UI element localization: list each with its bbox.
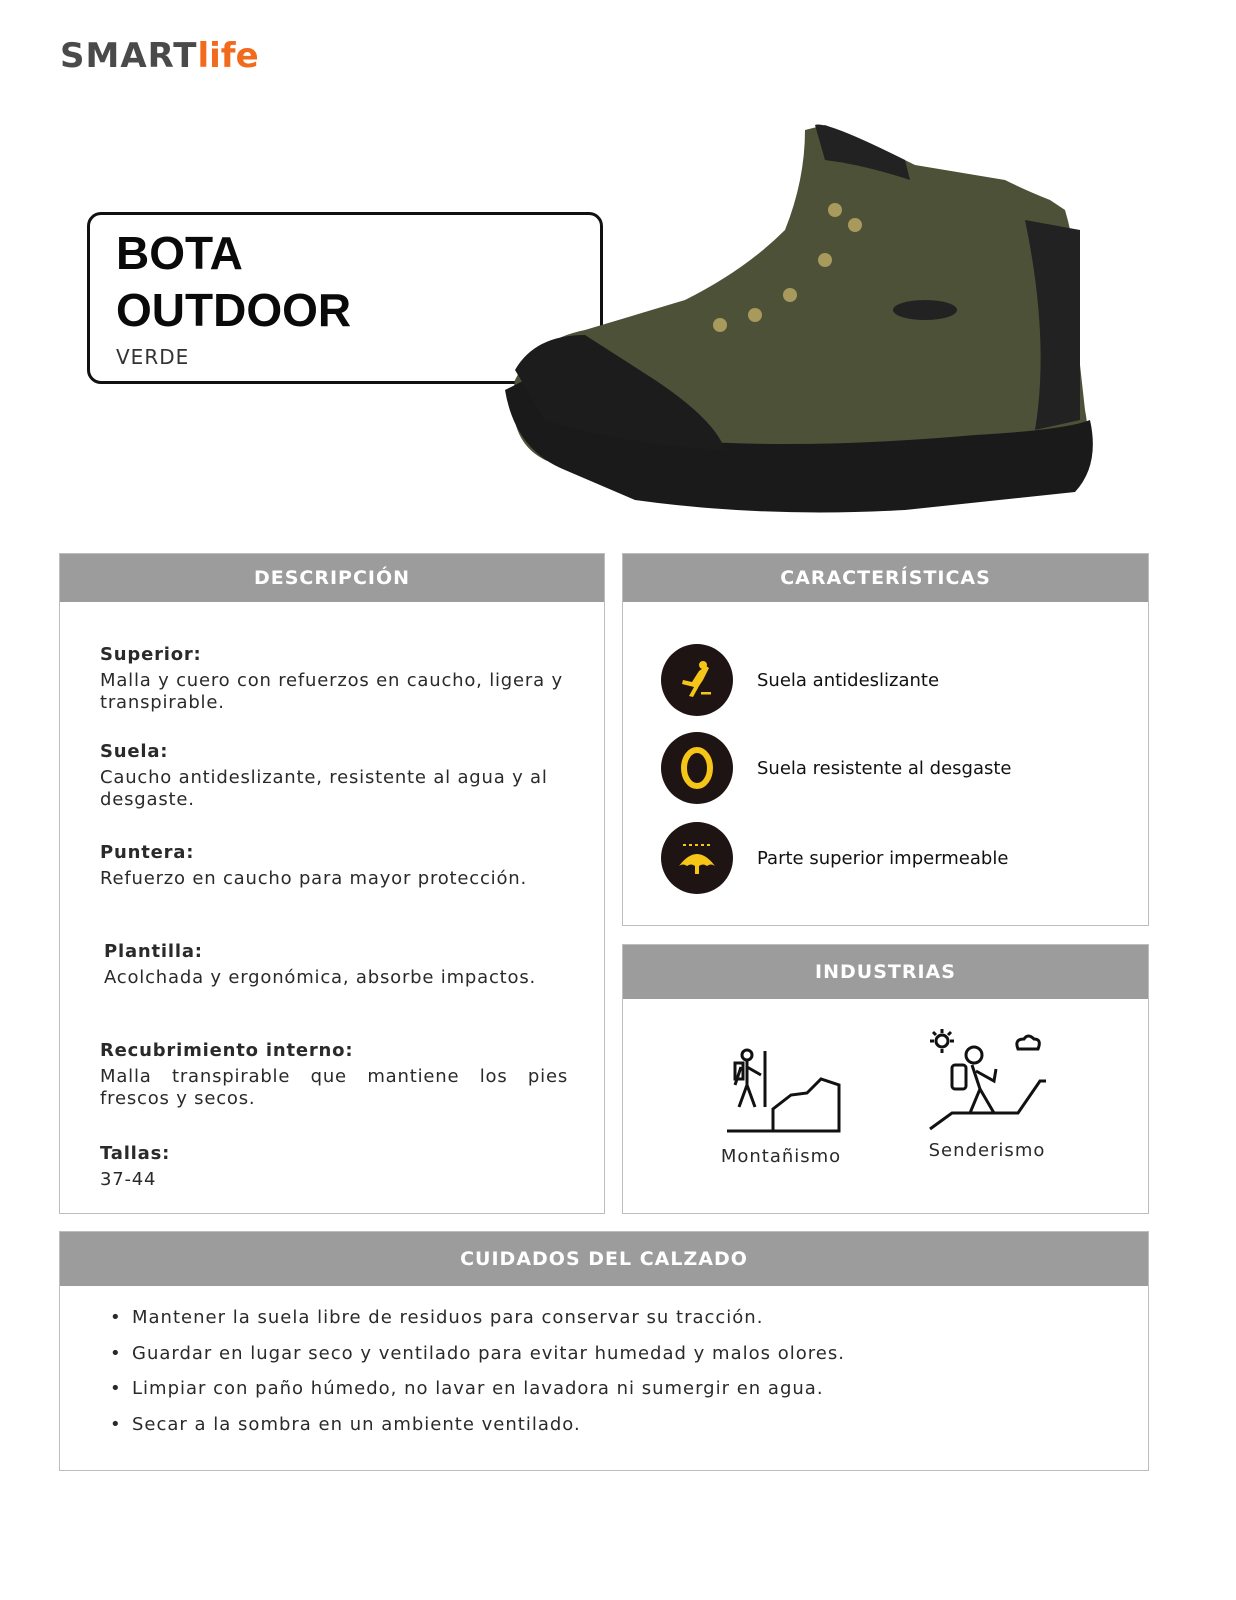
feature-item: Suela resistente al desgaste [661, 732, 1012, 804]
feature-item: Suela antideslizante [661, 644, 939, 716]
boot-image [505, 120, 1105, 515]
mountaineering-icon [721, 1045, 841, 1135]
industries-panel [622, 944, 1149, 1214]
features-panel [622, 553, 1149, 926]
description-item: Tallas: 37-44 [100, 1143, 171, 1190]
care-header: CUIDADOS DEL CALZADO [60, 1232, 1148, 1286]
features-header: CARACTERÍSTICAS [623, 554, 1148, 602]
tire-icon [661, 732, 733, 804]
description-item: Puntera: Refuerzo en caucho para mayor protección. [100, 842, 528, 889]
umbrella-icon [661, 822, 733, 894]
industries-header: INDUSTRIAS [623, 945, 1148, 999]
slip-icon [661, 644, 733, 716]
care-panel [59, 1231, 1149, 1471]
description-item: Suela: Caucho antideslizante, resistente al agua y al desgaste. [100, 741, 548, 810]
industry-item: Senderismo [907, 1027, 1067, 1161]
hiking-icon [922, 1027, 1052, 1135]
description-item: Plantilla: Acolchada y ergonómica, absorbe impactos. [104, 941, 537, 988]
product-color: VERDE [116, 345, 190, 369]
brand-logo: SMARTlife [60, 36, 259, 76]
care-list [60, 1286, 1148, 1442]
product-title: BOTA OUTDOOR [116, 227, 352, 336]
description-header: DESCRIPCIÓN [60, 554, 604, 602]
description-panel [59, 553, 605, 1214]
description-item: Recubrimiento interno: Malla transpirable que mantiene los pies frescos y secos. [100, 1040, 568, 1109]
care-item: • Limpiar con paño húmedo, no lavar en lavadora ni sumergir en agua. [110, 1371, 1148, 1407]
description-item: Superior: Malla y cuero con refuerzos en caucho, ligera y transpirable. [100, 644, 563, 713]
feature-item: Parte superior impermeable [661, 822, 1008, 894]
industry-item: Montañismo [701, 1045, 861, 1167]
care-item: • Guardar en lugar seco y ventilado para evitar humedad y malos olores. [110, 1336, 1148, 1372]
care-item: • Mantener la suela libre de residuos para conservar su tracción. [110, 1300, 1148, 1336]
care-item: • Secar a la sombra en un ambiente ventilado. [110, 1407, 1148, 1443]
